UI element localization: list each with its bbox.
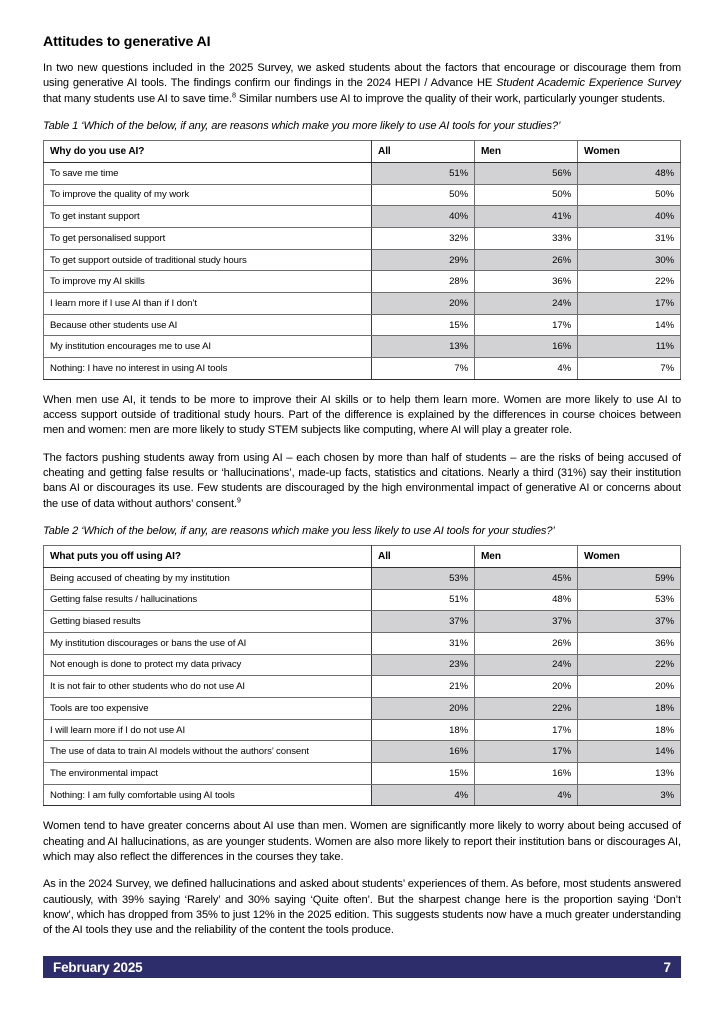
table-row [44,719,681,741]
row-label: Not enough is done to protect my data privacy [44,654,372,676]
value-women: 17% [578,293,681,315]
value-men: 17% [475,719,578,741]
table-row [44,293,681,315]
page-content [43,34,681,939]
value-women: 37% [578,611,681,633]
value-women: 20% [578,676,681,698]
value-men: 45% [475,567,578,589]
table-row [44,654,681,676]
row-label: I will learn more if I do not use AI [44,719,372,741]
table-header-row [44,545,681,567]
table-row [44,676,681,698]
row-label: To get support outside of traditional study hours [44,249,372,271]
value-men: 50% [475,184,578,206]
table-2-body [44,567,681,806]
table-why-use-ai [43,140,681,380]
footer-date: February 2025 [53,959,143,975]
table-row [44,249,681,271]
value-all: 23% [372,654,475,676]
value-all: 7% [372,358,475,380]
value-all: 16% [372,741,475,763]
row-label: Getting false results / hallucinations [44,589,372,611]
value-all: 13% [372,336,475,358]
row-label: My institution encourages me to use AI [44,336,372,358]
table-1-col-label: Why do you use AI? [44,140,372,162]
table-row [44,611,681,633]
table-puts-you-off-ai [43,545,681,807]
value-men: 20% [475,676,578,698]
table-row [44,358,681,380]
row-label: The environmental impact [44,763,372,785]
value-women: 22% [578,271,681,293]
table-row [44,763,681,785]
value-men: 24% [475,293,578,315]
row-label: To get instant support [44,206,372,228]
table-row [44,589,681,611]
value-all: 32% [372,227,475,249]
table-row [44,206,681,228]
paragraph-before-table-2: The factors pushing students away from using AI – each chosen by more than half of students – are the risks of being accused of cheating and getting false results or ‘hallucinations’, made-up facts, statistics and citations. Nearly a third (31%) say their institution bans AI or discourages its use. Few students are discouraged by the high environmental impact of generative AI or concerns about the use of data without authors’ consent.$^9$ [43,451,681,510]
table-2-col-label: What puts you off using AI? [44,545,372,567]
row-label: It is not fair to other students who do not use AI [44,676,372,698]
row-label: To improve my AI skills [44,271,372,293]
value-women: 30% [578,249,681,271]
footnote-marker: 9 [236,494,241,504]
row-label: Because other students use AI [44,314,372,336]
table-row [44,227,681,249]
value-all: 31% [372,632,475,654]
value-men: 37% [475,611,578,633]
value-men: 56% [475,162,578,184]
value-all: 20% [372,293,475,315]
row-label: To improve the quality of my work [44,184,372,206]
value-women: 7% [578,358,681,380]
value-women: 3% [578,784,681,806]
value-women: 53% [578,589,681,611]
table-1-body [44,162,681,379]
value-men: 33% [475,227,578,249]
table-row [44,336,681,358]
value-men: 4% [475,358,578,380]
value-women: 13% [578,763,681,785]
footer-page-number: 7 [663,959,671,975]
table-1-col-men: Men [475,140,578,162]
value-women: 22% [578,654,681,676]
table-row [44,162,681,184]
value-men: 16% [475,763,578,785]
value-all: 51% [372,589,475,611]
row-label: Nothing: I am fully comfortable using AI tools [44,784,372,806]
table-row [44,184,681,206]
value-women: 18% [578,698,681,720]
value-women: 18% [578,719,681,741]
value-women: 59% [578,567,681,589]
row-label: Being accused of cheating by my institution [44,567,372,589]
paragraph-intro: In two new questions included in the 2025 Survey, we asked students about the factors that encourage or discourage them from using generative AI tools. The findings confirm our findings in the 2024 HEPI / Advance HE Student Academic Experience Survey that many students use AI to save time.$^8$ Similar numbers use AI to improve the quality of their work, particularly younger students. [43,62,681,105]
value-all: 18% [372,719,475,741]
row-label: Nothing: I have no interest in using AI tools [44,358,372,380]
row-label: My institution discourages or bans the use of AI [44,632,372,654]
value-all: 20% [372,698,475,720]
table-2-col-all: All [372,545,475,567]
value-men: 16% [475,336,578,358]
footnote-marker: 8 [231,89,236,99]
table-1-caption: Table 1 ‘Which of the below, if any, are reasons which make you more likely to use AI tools for your studies?’ [43,119,561,132]
value-women: 40% [578,206,681,228]
value-all: 29% [372,249,475,271]
value-all: 37% [372,611,475,633]
paragraph-after-table-2: Women tend to have greater concerns about AI use than men. Women are significantly more likely to worry about being accused of cheating and AI hallucinations, as are younger students. Women are also more likely to report their institution bans or discourages AI, which may also reflect the differences in the courses they take. [43,820,681,864]
row-label: Tools are too expensive [44,698,372,720]
value-all: 15% [372,763,475,785]
value-men: 26% [475,632,578,654]
value-men: 26% [475,249,578,271]
value-men: 4% [475,784,578,806]
table-row [44,741,681,763]
value-women: 36% [578,632,681,654]
row-label: To save me time [44,162,372,184]
value-all: 28% [372,271,475,293]
paragraph-closing: As in the 2024 Survey, we defined hallucinations and asked about students’ experiences of them. As before, most students answered cautiously, with 39% saying ‘Rarely’ and 30% saying ‘Quite often’. But the sharpest change here is the proportion saying ‘Don’t know’, which has dropped from 35% to just 12% in the 2025 edition. This suggests students now have a much greater understanding of the AI tools they use and the reliability of the content the tools produce. [43,878,681,937]
value-women: 50% [578,184,681,206]
table-1-col-women: Women [578,140,681,162]
value-all: 15% [372,314,475,336]
value-all: 51% [372,162,475,184]
table-row [44,632,681,654]
value-all: 50% [372,184,475,206]
table-2-col-men: Men [475,545,578,567]
value-men: 41% [475,206,578,228]
value-all: 21% [372,676,475,698]
value-men: 22% [475,698,578,720]
paragraph-after-table-1: When men use AI, it tends to be more to improve their AI skills or to help them learn more. Women are more likely to use AI to access support outside of traditional study hours. Part of the difference is explained by the differences in course choices between men and women: men are more likely to study STEM subjects like computing, where AI will play a greater role. [43,393,681,437]
value-women: 14% [578,741,681,763]
value-women: 14% [578,314,681,336]
italic-text: Student Academic Experience Survey [496,77,681,90]
value-all: 53% [372,567,475,589]
row-label: To get personalised support [44,227,372,249]
value-women: 31% [578,227,681,249]
table-2-caption: Table 2 ‘Which of the below, if any, are reasons which make you less likely to use AI tools for your studies?’ [43,524,555,537]
table-2-head [44,545,681,567]
value-men: 17% [475,741,578,763]
value-women: 11% [578,336,681,358]
value-men: 36% [475,271,578,293]
table-row [44,698,681,720]
table-header-row [44,140,681,162]
table-2-col-women: Women [578,545,681,567]
value-men: 24% [475,654,578,676]
table-row [44,271,681,293]
page-title: Attitudes to generative AI [43,34,211,50]
table-row [44,567,681,589]
table-1-head [44,140,681,162]
value-men: 48% [475,589,578,611]
table-row [44,314,681,336]
row-label: I learn more if I use AI than if I don’t [44,293,372,315]
value-men: 17% [475,314,578,336]
value-all: 4% [372,784,475,806]
value-all: 40% [372,206,475,228]
table-row [44,784,681,806]
footer-bar [43,956,681,978]
row-label: Getting biased results [44,611,372,633]
row-label: The use of data to train AI models without the authors’ consent [44,741,372,763]
value-women: 48% [578,162,681,184]
table-1-col-all: All [372,140,475,162]
